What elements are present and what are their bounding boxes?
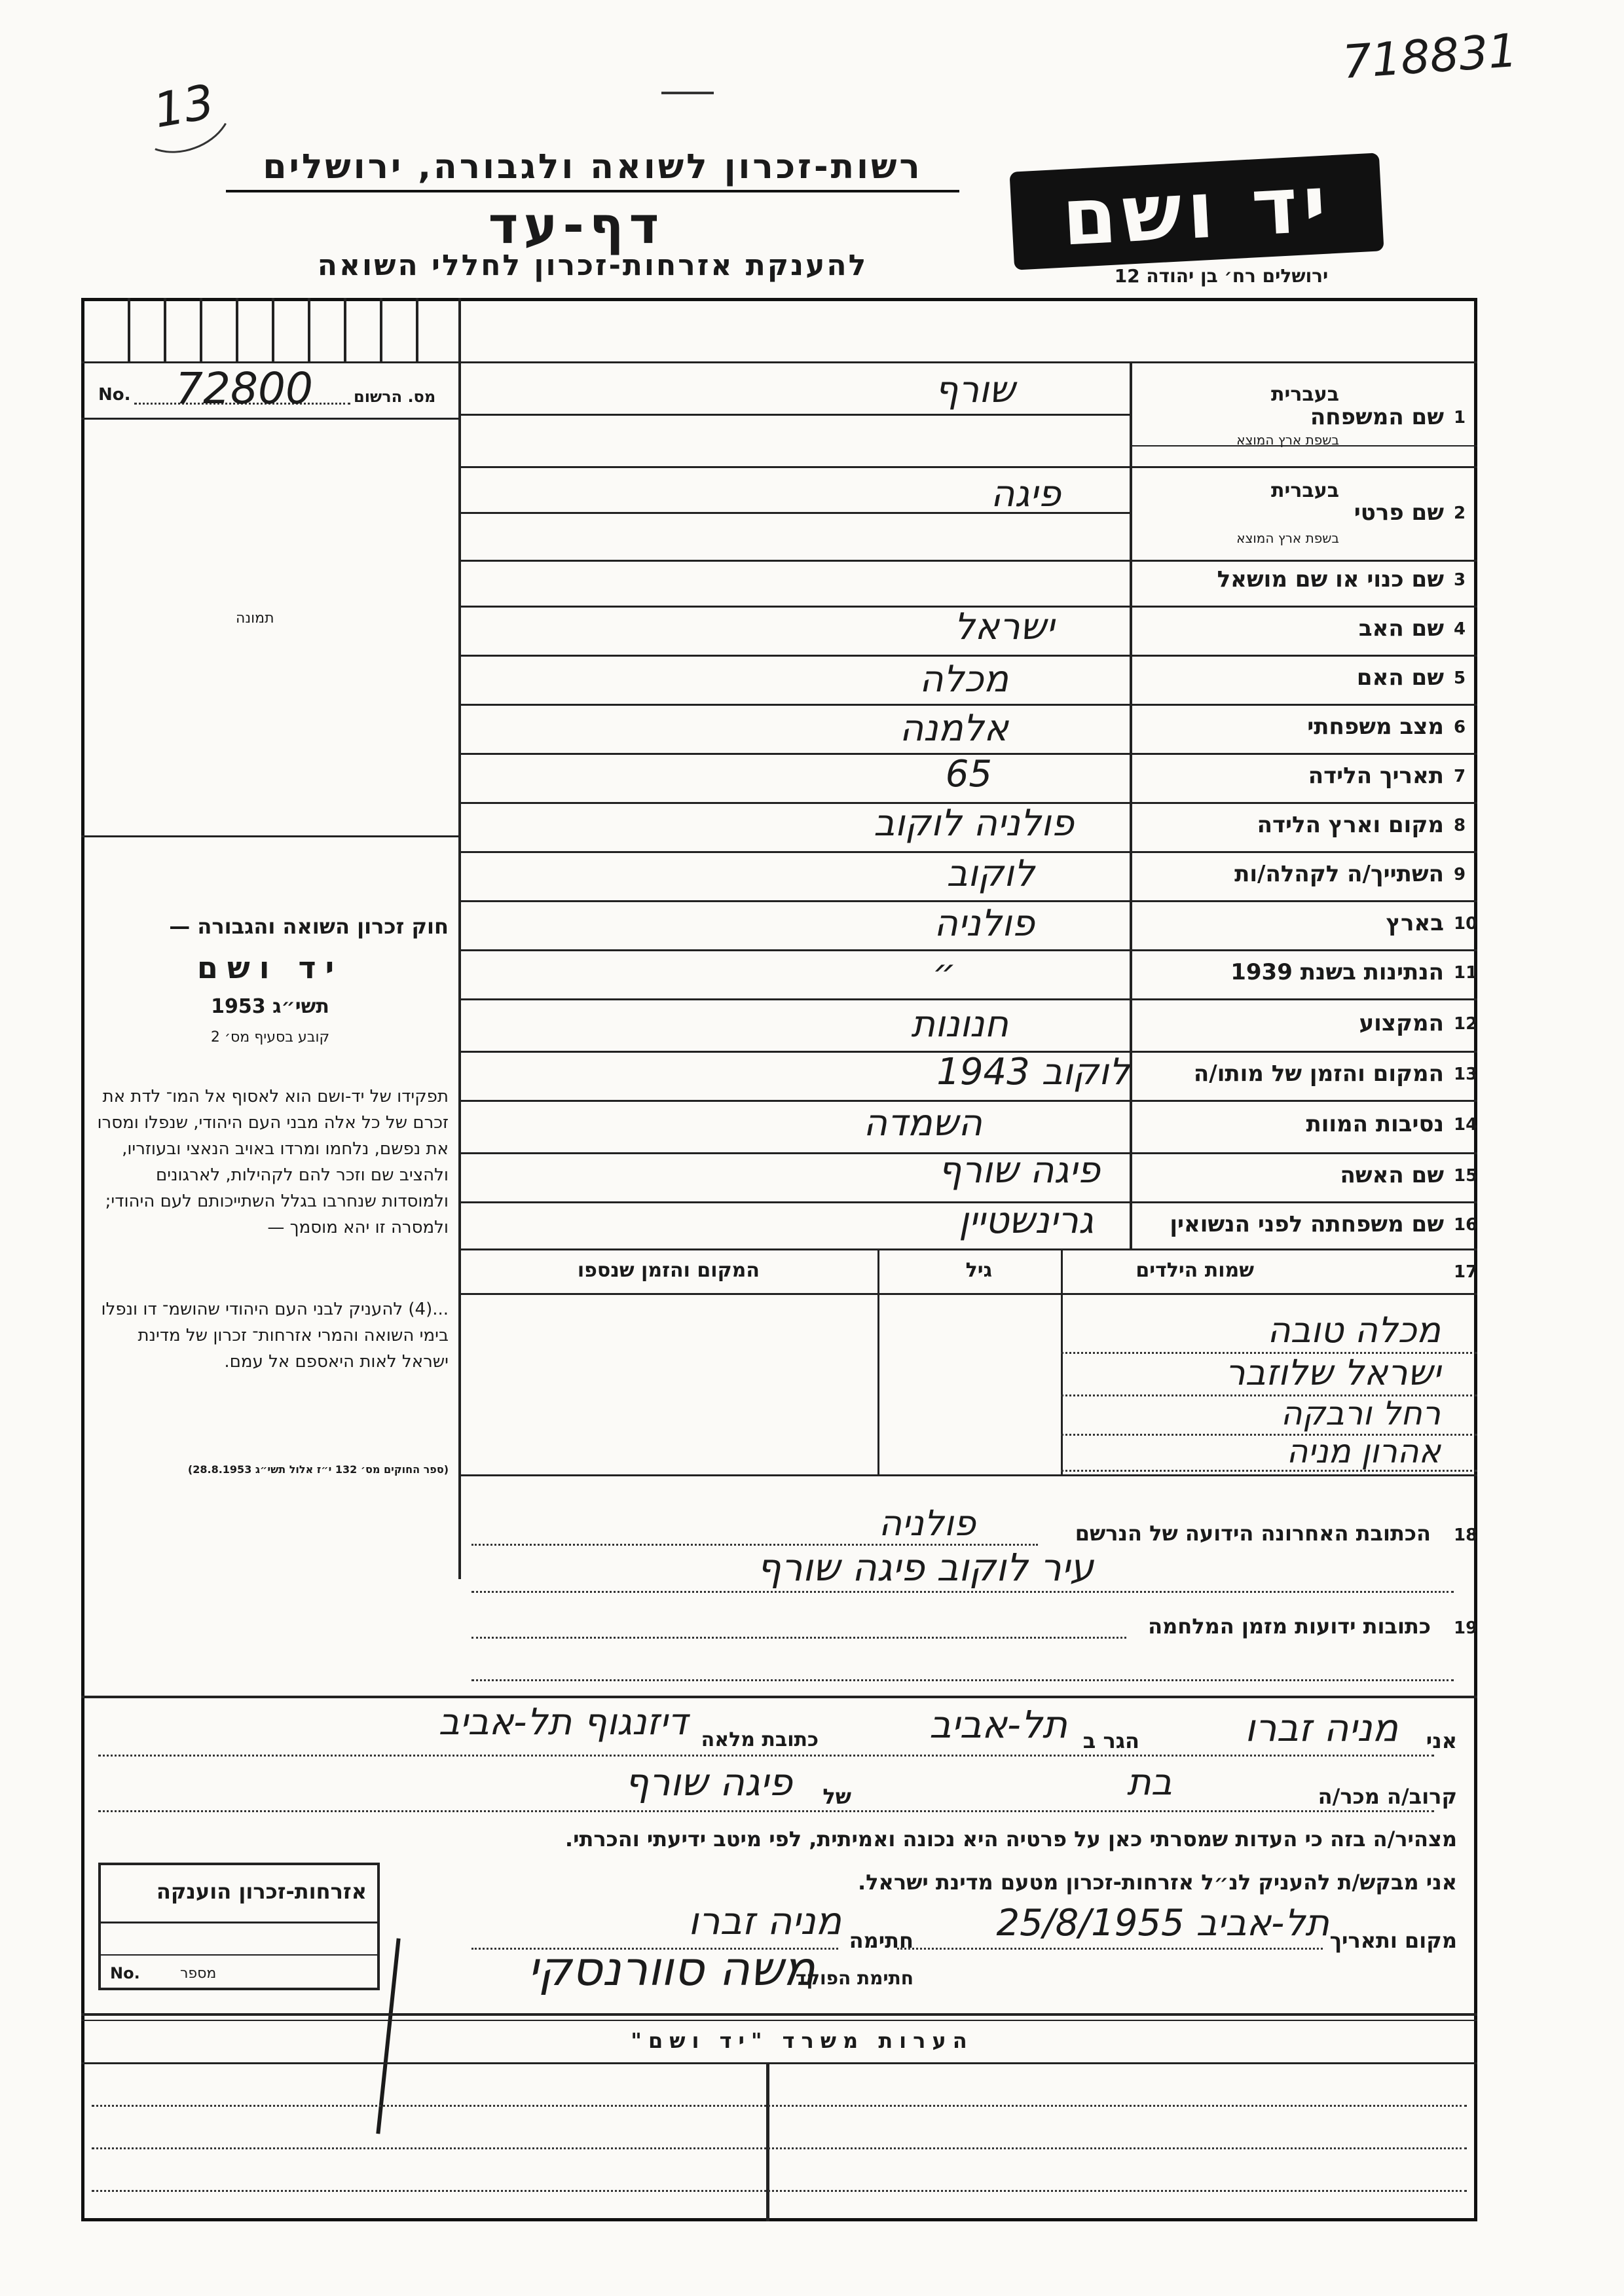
- field-num: 4: [1454, 619, 1466, 639]
- field-num: 19: [1454, 1618, 1478, 1638]
- stamp-no-label: No.: [110, 1964, 140, 1982]
- value-profession: חנונות: [911, 1003, 1008, 1046]
- field-num: 10: [1454, 914, 1478, 934]
- origin-lang-label: בשפת ארץ המוצא: [1236, 530, 1339, 546]
- decl-resides-label: הגר ב: [1082, 1728, 1139, 1753]
- in-hebrew-label: בעברית: [1271, 479, 1339, 502]
- notes-dots: [92, 2147, 1467, 2149]
- field-label-profession: המקצוע: [1359, 1010, 1444, 1036]
- decl-officer-label: חתימת הפוקד: [795, 1967, 913, 1989]
- rule: [458, 1293, 1477, 1295]
- address18-value-2: עיר לוקוב פיגה שורף: [756, 1545, 1094, 1590]
- rule: [81, 835, 458, 837]
- notes-dots: [92, 2190, 1467, 2192]
- form-subtitle: להענקת אזרחות-זכרון לחללי השואה: [317, 249, 868, 282]
- rule: [458, 466, 1130, 468]
- value-maiden-name: גרינשטיין: [959, 1199, 1094, 1242]
- authority-underline: [226, 190, 959, 192]
- decl-full-address-label: כתובת מלאה: [701, 1728, 819, 1751]
- stamp-box-title: אזרחות-זכרון הוענקה: [156, 1879, 367, 1904]
- value-country: פולניה: [934, 902, 1035, 945]
- value-family-name: שורף: [934, 369, 1015, 411]
- value-first-name: פיגה: [990, 473, 1061, 515]
- field-num: 13: [1454, 1065, 1478, 1084]
- decl-place-date: תל-אביב 25/8/1955: [996, 1902, 1329, 1944]
- photo-label: תמונה: [236, 610, 274, 627]
- field-num: 14: [1454, 1115, 1478, 1135]
- children-col-place: המקום והזמן שנספו: [577, 1259, 760, 1282]
- label-column-divider: [1130, 361, 1132, 1248]
- field-label-citizenship: הנתינות בשנת 1939: [1230, 959, 1444, 985]
- rule: [458, 949, 1477, 951]
- page-number-circle: [121, 60, 243, 166]
- decl-of-name: פיגה שורף: [624, 1760, 792, 1804]
- field-num: 12: [1454, 1014, 1478, 1034]
- field-num: 18: [1454, 1525, 1478, 1545]
- decl-dots: [98, 1755, 1434, 1757]
- box-divider: [458, 298, 461, 361]
- address18-value-1: פולניה: [878, 1503, 976, 1544]
- field-num: 5: [1454, 668, 1466, 688]
- office-notes-title: הערות משרד "יד ושם": [631, 2028, 974, 2053]
- decl-full-address: דיזנגוף תל-אביב: [438, 1701, 688, 1743]
- archive-number: 718831: [1340, 23, 1519, 90]
- origin-lang-label: בשפת ארץ המוצא: [1236, 432, 1339, 448]
- box-divider: [416, 298, 418, 361]
- value-father: ישראל: [953, 606, 1054, 648]
- in-hebrew-label: בעברית: [1271, 383, 1339, 406]
- value-marital-status: אלמנה: [899, 707, 1008, 750]
- box-divider: [344, 298, 346, 361]
- rule: [81, 418, 458, 420]
- decl-dots: [897, 1948, 1323, 1950]
- field-label-country: בארץ: [1386, 910, 1444, 936]
- children-col-age: גיל: [965, 1259, 992, 1282]
- box-divider: [308, 298, 310, 361]
- field-num: 2: [1454, 503, 1466, 523]
- field-label-marital-status: מצב משפחתי: [1307, 714, 1444, 740]
- field-label-maiden-name: שם משפחתה לפני הנשואין: [1170, 1211, 1444, 1237]
- field-num: 9: [1454, 865, 1466, 884]
- value-death-circumstances: השמדה: [863, 1102, 982, 1144]
- law-paragraph-1: תפקידו של יד-ושם הוא לאסוף אל המו־ לדת את זכרם של כל אלה מבני העם היהודי, שנפלו ומסרו את נפשם, נלחמו ומרדו באויב הנאצי ובעוזריו, ולהציב שם וזכר להם לקהילות, לארגונים ולמוסדות שנחרבו בגלל השתייכותם לעם היהודי; ולמסרה זו יהא מוסמך —: [97, 1087, 449, 1237]
- field-label-death-circumstances: נסיבות המוות: [1306, 1111, 1444, 1137]
- notes-divider: [766, 2062, 769, 2221]
- no-label: No.: [98, 385, 131, 405]
- section-rule: [81, 2020, 1477, 2021]
- page-number: 13: [149, 73, 219, 139]
- address18-dots: [471, 1591, 1454, 1593]
- field-label-birth-date: תאריך הלידה: [1308, 763, 1444, 789]
- notes-dots: [92, 2105, 1467, 2107]
- form-title: דף-עד: [488, 196, 665, 255]
- decl-relative-label: קרוב/ה מכר/ה: [1318, 1784, 1457, 1809]
- rule: [458, 1248, 1477, 1250]
- col-divider: [1061, 1248, 1063, 1474]
- box-divider: [272, 298, 274, 361]
- value-mother: מכלה: [919, 658, 1008, 701]
- field-num: 16: [1454, 1215, 1478, 1235]
- law-source: (ספר החוקים מס׳ 132 י״ז אלול תשי״ג 28.8.1953): [187, 1463, 449, 1476]
- child-row: רחל ורבקה: [1280, 1394, 1441, 1432]
- decl-statement: מצהיר/ה בזה כי העדות שמסרתי כאן על פרטיה היא נכונה ואמיתית, לפי מיטב ידיעתי והכרתי.: [564, 1827, 1457, 1851]
- law-name: יד ושם: [196, 950, 344, 985]
- stamp-number-label: מספר: [180, 1965, 217, 1982]
- field-label-nickname: שם כנוי או שם מושאל: [1217, 566, 1444, 592]
- top-dash: [661, 92, 714, 94]
- rule: [98, 1954, 380, 1956]
- decl-request: אני מבקש/ת להעניק לנ״ל אזרחות-זכרון מטעם מדינת ישראל.: [858, 1870, 1457, 1895]
- field-num: 6: [1454, 718, 1466, 737]
- decl-dots: [98, 1810, 1434, 1812]
- decl-relation: בת: [1126, 1761, 1172, 1804]
- field-label-community: השתייך/ה לקהלה/ות: [1234, 861, 1444, 887]
- value-death-place: לוקוב 1943: [936, 1051, 1130, 1093]
- field-num: 15: [1454, 1166, 1478, 1186]
- address18-label: הכתובת האחרונה הידועה של הנרשם: [1075, 1521, 1431, 1546]
- field-label-father: שם האב: [1358, 615, 1444, 642]
- decl-place-date-label: מקום ותאריך: [1329, 1928, 1457, 1953]
- law-paragraph-2: ...(4) להעניק לבני העם היהודי שהושמ־ דו ונפלו בימי השואה והמרי אזרחות־ זכרון של מדינת ישראל לאות היאספם אל עמם.: [101, 1300, 449, 1372]
- field-label-family-name: שם המשפחה: [1310, 404, 1444, 430]
- box-divider: [236, 298, 238, 361]
- rule: [98, 1922, 380, 1923]
- rule: [458, 414, 1130, 416]
- col-divider: [877, 1248, 879, 1474]
- registration-label: מס. הרשום: [354, 388, 436, 406]
- decl-of-label: של: [822, 1784, 851, 1809]
- value-birth-date: 65: [945, 753, 992, 795]
- law-heading: חוק זכרון השואה והגבורה —: [169, 914, 449, 939]
- decl-signature: מניה זברו: [688, 1899, 841, 1943]
- children-col-names: שמות הילדים: [1135, 1259, 1254, 1282]
- address19-dots: [471, 1679, 1454, 1681]
- section-rule: [81, 1696, 1477, 1698]
- rule: [458, 560, 1130, 562]
- field-num: 11: [1454, 963, 1478, 983]
- field-num: 3: [1454, 570, 1466, 590]
- field-num: 8: [1454, 816, 1466, 835]
- child-row: ישראל שלוזבר: [1225, 1352, 1441, 1393]
- value-citizenship: ״: [932, 951, 956, 994]
- law-year: תשי״ג 1953: [211, 995, 329, 1018]
- box-divider: [164, 298, 166, 361]
- registration-number: 72800: [175, 363, 313, 414]
- field-label-wife-name: שם האשה: [1340, 1162, 1444, 1188]
- child-row: מכלה טובה: [1267, 1309, 1441, 1351]
- value-community: לוקוב: [946, 852, 1035, 895]
- address19-dots: [471, 1637, 1126, 1639]
- rule: [81, 2062, 1477, 2064]
- law-clause: קובע בסעיף מס׳ 2: [210, 1029, 330, 1046]
- box-divider: [128, 298, 130, 361]
- decl-officer-signature: משה סוורנסקי: [527, 1941, 815, 1996]
- decl-signature-label: חתימה: [849, 1928, 913, 1953]
- value-birth-place: פולניה לוקוב: [874, 802, 1074, 845]
- field-label-first-name: שם פרטי: [1354, 500, 1444, 526]
- field-label-mother: שם האם: [1356, 665, 1444, 691]
- decl-declarant: מניה זברו: [1244, 1705, 1398, 1750]
- field-num: 7: [1454, 767, 1466, 786]
- decl-resides: תל-אביב: [929, 1702, 1067, 1747]
- authority-title: רשות-זכרון לשואה ולגבורה, ירושלים: [263, 147, 923, 187]
- field-label-death-place: המקום והזמן של מותו/ה: [1193, 1061, 1444, 1087]
- rule: [1130, 466, 1477, 468]
- rule: [458, 1474, 1477, 1476]
- rule: [458, 998, 1477, 1000]
- child-row: אהרון מניה: [1286, 1432, 1441, 1470]
- field-num: 1: [1454, 408, 1466, 428]
- yad-vashem-logo: יד ושם: [1009, 153, 1384, 270]
- left-column-divider: [458, 361, 461, 1579]
- rule: [458, 655, 1477, 657]
- box-divider: [380, 298, 382, 361]
- value-wife-name: פיגה שורף: [938, 1149, 1100, 1192]
- address19-label: כתובות ידועות מזמן המלחמה: [1148, 1614, 1431, 1639]
- rule: [1130, 560, 1477, 562]
- rule: [458, 704, 1477, 706]
- field-label-birth-place: מקום וארץ הלידה: [1257, 812, 1444, 838]
- section-rule: [81, 2013, 1477, 2016]
- box-divider: [200, 298, 202, 361]
- address-line: ירושלים רח׳ בן יהודה 12: [1114, 265, 1329, 287]
- decl-i-label: אני: [1426, 1728, 1457, 1753]
- field-num: 17: [1454, 1262, 1478, 1282]
